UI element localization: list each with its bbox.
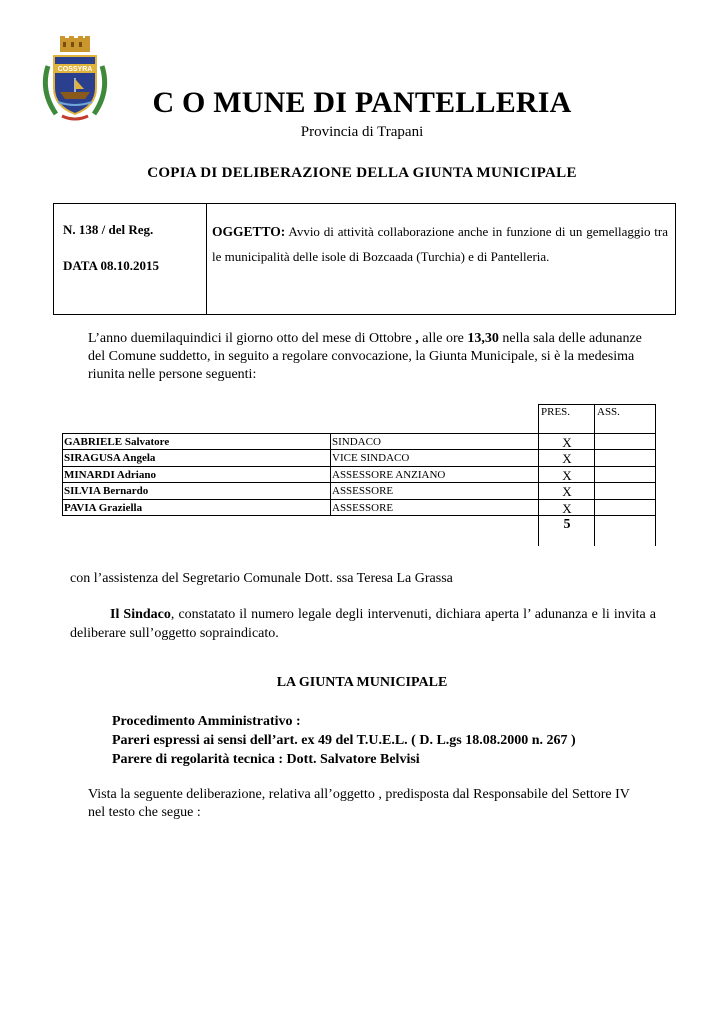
intro-part2: alle ore xyxy=(418,331,468,346)
intro-paragraph xyxy=(88,330,656,384)
table-row xyxy=(62,450,656,466)
member-role: ASSESSORE ANZIANO xyxy=(332,469,446,481)
member-name: SILVIA Bernardo xyxy=(64,485,149,497)
present-mark: X xyxy=(562,484,572,499)
member-role: SINDACO xyxy=(332,436,381,448)
closing-paragraph: Vista la seguente deliberazione, relativa all’oggetto , predisposta dal Responsabile del Settore IV nel testo che segue : xyxy=(88,787,630,820)
meeting-time: 13,30 xyxy=(467,331,499,346)
member-role: ASSESSORE xyxy=(332,485,394,497)
present-mark: X xyxy=(562,435,572,450)
col-header-ass: ASS. xyxy=(597,406,620,418)
technical-opinion-line: Parere di regolarità tecnica : Dott. Salvatore Belvisi xyxy=(112,752,420,767)
record-date: DATA 08.10.2015 xyxy=(63,258,159,273)
procedure-block xyxy=(112,712,576,769)
present-mark: X xyxy=(562,501,572,516)
member-name: PAVIA Graziella xyxy=(64,502,143,514)
member-role: ASSESSORE xyxy=(332,502,394,514)
subject-body: Avvio di attività collaborazione anche in funzione di un gemellaggio tra le municipalità delle isole di Bozcaada (Turchia) e di Pantelleria. xyxy=(212,224,668,264)
page-title: C O MUNE DI PANTELLERIA xyxy=(152,86,572,119)
mayor-label: Il Sindaco xyxy=(110,607,171,622)
total-present: 5 xyxy=(563,517,571,532)
intro-part1: L’anno duemilaquindici il giorno otto del mese di Ottobre xyxy=(88,331,416,346)
present-mark: X xyxy=(562,451,572,466)
section-heading: LA GIUNTA MUNICIPALE xyxy=(276,675,448,690)
opinions-line: Pareri espressi ai sensi dell’art. ex 49 del T.U.E.L. ( D. L.gs 18.08.2000 n. 267 ) xyxy=(112,733,576,748)
mayor-text: , constatato il numero legale degli intervenuti, dichiara aperta l’ adunanza e li invita a deliberare sull’oggetto sopraindicato. xyxy=(70,607,656,641)
subject-label: OGGETTO: xyxy=(212,224,286,239)
present-mark: X xyxy=(562,468,572,483)
col-header-pres: PRES. xyxy=(541,406,571,418)
assistance-line: con l’assistenza del Segretario Comunale Dott. ssa Teresa La Grassa xyxy=(70,571,453,586)
document-title: COPIA DI DELIBERAZIONE DELLA GIUNTA MUNICIPALE xyxy=(147,165,577,181)
member-name: SIRAGUSA Angela xyxy=(64,452,156,464)
logo-text: COSSYRA xyxy=(57,66,93,73)
table-row xyxy=(62,500,656,516)
procedure-line: Procedimento Amministrativo : xyxy=(112,714,301,729)
intro-part3: nella sala delle adunanze del Comune suddetto, in seguito a regolare convocazione, la Giunta Municipale, si è la medesima riunita nelle persone seguenti: xyxy=(88,331,642,382)
table-row xyxy=(62,434,656,450)
intro-comma: , xyxy=(415,331,419,346)
register-number: N. 138 / del Reg. xyxy=(63,222,154,237)
province-subtitle: Provincia di Trapani xyxy=(300,124,424,140)
member-name: MINARDI Adriano xyxy=(64,469,156,481)
member-role: VICE SINDACO xyxy=(332,452,410,464)
table-row xyxy=(62,467,656,483)
mayor-paragraph xyxy=(70,605,656,643)
member-name: GABRIELE Salvatore xyxy=(64,436,170,448)
subject-text xyxy=(212,219,668,269)
attendance-table xyxy=(62,404,656,548)
table-row xyxy=(62,483,656,499)
record-box-divider xyxy=(206,203,207,315)
